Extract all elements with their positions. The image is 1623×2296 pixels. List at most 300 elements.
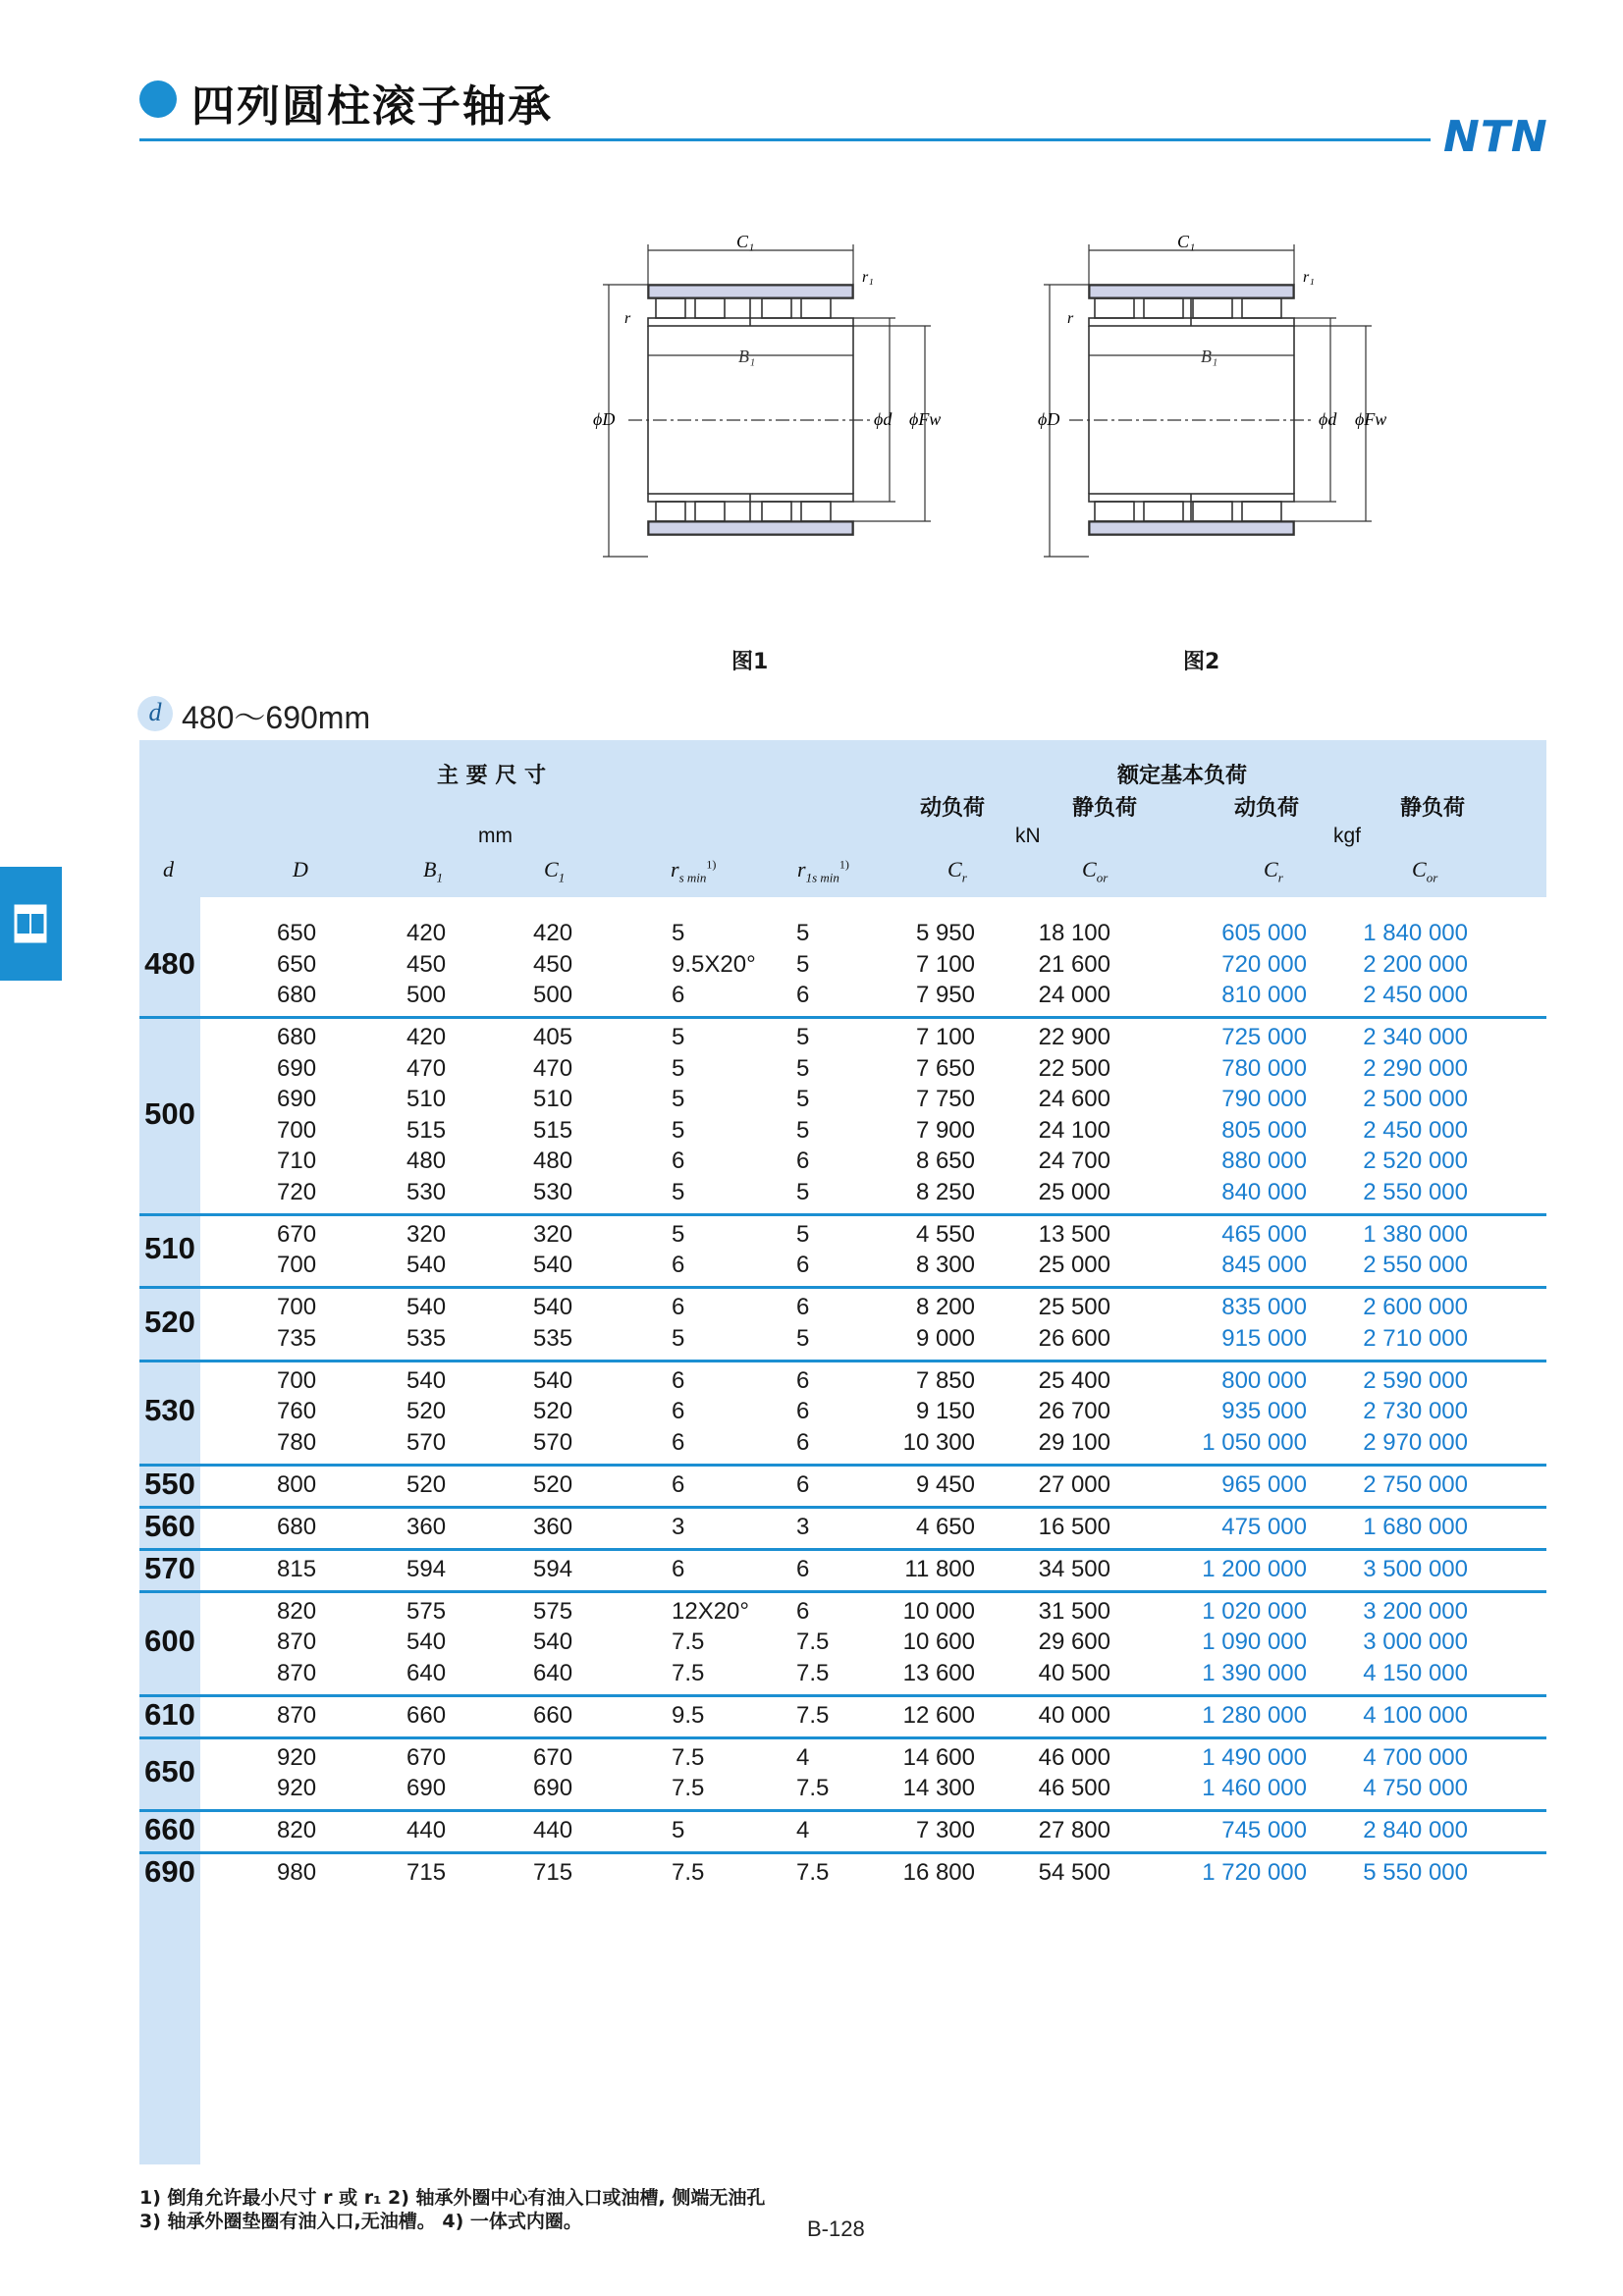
table-cell: 540: [406, 1252, 447, 1278]
table-cell: 845 000: [1221, 1252, 1307, 1278]
table-cell: 1 720 000: [1202, 1859, 1307, 1886]
table-cell: 520: [406, 1470, 447, 1498]
table-cell: 360: [533, 1513, 573, 1540]
col-rs-min: $r_{s min}^{1)}$: [671, 857, 717, 885]
table-cell: 5: [796, 1024, 810, 1050]
table-cell: 575: [533, 1597, 573, 1625]
table-cell: 720 000: [1221, 950, 1307, 978]
table-cell: 8 300: [915, 1252, 975, 1278]
table-cell: 1 390 000: [1202, 1659, 1307, 1686]
table-cell: 1 380 000: [1363, 1220, 1468, 1248]
header-static-kgf: 静负荷: [1400, 796, 1466, 821]
table-cell: 915 000: [1221, 1324, 1307, 1352]
unit-kgf: kgf: [1333, 825, 1362, 847]
col-D: D: [293, 857, 308, 881]
table-cell: 25 000: [1038, 1178, 1110, 1205]
table-cell: 6: [672, 1555, 685, 1582]
bore-diameter-label: 660: [144, 1812, 195, 1846]
table-cell: 8 200: [915, 1294, 975, 1320]
table-cell: 31 500: [1038, 1597, 1110, 1625]
table-cell: 5: [796, 1054, 810, 1082]
table-cell: 54 500: [1038, 1859, 1110, 1886]
table-cell: 670: [533, 1743, 573, 1771]
table-cell: 835 000: [1221, 1294, 1307, 1320]
table-cell: 680: [277, 1024, 317, 1050]
table-cell: 24 600: [1038, 1086, 1110, 1112]
table-cell: 7.5: [672, 1659, 705, 1686]
table-cell: 10 300: [902, 1428, 975, 1456]
bore-diameter-label: 530: [144, 1393, 195, 1427]
bearing-section-icon: [0, 867, 62, 981]
table-cell: 8 650: [915, 1148, 975, 1174]
table-cell: 4 750 000: [1363, 1775, 1468, 1801]
table-cell: 500: [533, 982, 573, 1008]
table-cell: 720: [277, 1178, 317, 1205]
table-cell: 870: [277, 1659, 317, 1686]
title-bullet: [139, 80, 177, 118]
table-cell: 5: [796, 1220, 810, 1248]
table-cell: 12 600: [902, 1701, 975, 1729]
table-cell: 25 500: [1038, 1294, 1110, 1320]
ntn-logo: NTN: [1443, 112, 1548, 162]
figure-1-diagram: [589, 231, 962, 569]
table-cell: 2 600 000: [1363, 1294, 1468, 1320]
table-cell: 3 500 000: [1363, 1555, 1468, 1582]
table-cell: 520: [533, 1398, 573, 1424]
table-cell: 760: [277, 1398, 317, 1424]
table-cell: 29 600: [1038, 1629, 1110, 1655]
table-cell: 2 550 000: [1363, 1252, 1468, 1278]
table-cell: 2 970 000: [1363, 1428, 1468, 1456]
table-cell: 46 000: [1038, 1743, 1110, 1771]
table-cell: 24 000: [1038, 982, 1110, 1008]
table-cell: 9 150: [915, 1398, 975, 1424]
group-separator: [139, 1506, 1546, 1509]
fig2-d-outer-label: ϕD: [1038, 409, 1060, 429]
table-cell: 7.5: [796, 1859, 830, 1886]
table-cell: 540: [406, 1629, 447, 1655]
table-cell: 800 000: [1221, 1366, 1307, 1394]
table-cell: 980: [277, 1859, 317, 1886]
table-cell: 470: [533, 1054, 573, 1082]
group-separator: [139, 1286, 1546, 1289]
table-cell: 800: [277, 1470, 317, 1498]
table-cell: 9 450: [915, 1470, 975, 1498]
table-cell: 520: [533, 1470, 573, 1498]
table-cell: 25 400: [1038, 1366, 1110, 1394]
fig2-b1-label: B₁: [1201, 347, 1218, 366]
table-cell: 4 650: [915, 1513, 975, 1540]
table-cell: 6: [796, 1252, 810, 1278]
col-cr-kn: $C_r$: [947, 857, 967, 885]
table-cell: 6: [672, 982, 685, 1008]
table-cell: 5: [796, 920, 810, 946]
table-cell: 515: [406, 1116, 447, 1144]
bore-diameter-label: 520: [144, 1304, 195, 1339]
table-cell: 2 840 000: [1363, 1817, 1468, 1843]
table-cell: 10 000: [902, 1597, 975, 1625]
table-cell: 2 520 000: [1363, 1148, 1468, 1174]
table-cell: 5: [672, 1178, 685, 1205]
table-cell: 660: [406, 1701, 447, 1729]
table-cell: 1 490 000: [1202, 1743, 1307, 1771]
table-cell: 7.5: [796, 1701, 830, 1729]
bore-diameter-label: 690: [144, 1854, 195, 1889]
fig2-r1-label: r₁: [1303, 269, 1315, 286]
table-cell: 700: [277, 1252, 317, 1278]
table-cell: 670: [406, 1743, 447, 1771]
table-cell: 6: [796, 1148, 810, 1174]
table-cell: 480: [406, 1148, 447, 1174]
bore-diameter-label: 650: [144, 1754, 195, 1789]
table-cell: 540: [533, 1366, 573, 1394]
footnote-line-2: 3) 轴承外圈垫圈有油入口,无油槽。 4) 一体式内圈。: [139, 2211, 582, 2232]
table-cell: 5 550 000: [1363, 1859, 1468, 1886]
table-cell: 540: [533, 1294, 573, 1320]
table-cell: 1 460 000: [1202, 1775, 1307, 1801]
table-cell: 14 300: [902, 1775, 975, 1801]
table-cell: 805 000: [1221, 1116, 1307, 1144]
table-cell: 6: [796, 1597, 810, 1625]
table-cell: 450: [533, 950, 573, 978]
table-cell: 745 000: [1221, 1817, 1307, 1843]
table-cell: 2 550 000: [1363, 1178, 1468, 1205]
header-load-ratings: 额定基本负荷: [1117, 764, 1248, 788]
table-cell: 870: [277, 1629, 317, 1655]
table-cell: 9.5: [672, 1701, 705, 1729]
table-cell: 480: [533, 1148, 573, 1174]
table-cell: 26 700: [1038, 1398, 1110, 1424]
table-cell: 880 000: [1221, 1148, 1307, 1174]
group-separator: [139, 1809, 1546, 1812]
table-cell: 18 100: [1038, 920, 1110, 946]
table-cell: 24 700: [1038, 1148, 1110, 1174]
figure-2-caption: 图2: [1183, 650, 1220, 674]
table-cell: 7 650: [915, 1054, 975, 1082]
table-cell: 7.5: [672, 1859, 705, 1886]
table-cell: 40 500: [1038, 1659, 1110, 1686]
table-cell: 650: [277, 920, 317, 946]
table-cell: 515: [533, 1116, 573, 1144]
table-cell: 420: [533, 920, 573, 946]
table-cell: 5 950: [915, 920, 975, 946]
table-cell: 5: [796, 1086, 810, 1112]
col-r1s-min: $r_{1s min}^{1)}$: [797, 857, 849, 885]
fig2-r-label: r: [1067, 310, 1074, 327]
table-cell: 5: [796, 950, 810, 978]
table-cell: 920: [277, 1743, 317, 1771]
header-dynamic-kgf: 动负荷: [1234, 796, 1300, 821]
table-cell: 5: [672, 1817, 685, 1843]
table-cell: 1 020 000: [1202, 1597, 1307, 1625]
bore-range: 480～690mm: [182, 700, 371, 735]
table-cell: 535: [406, 1324, 447, 1352]
table-cell: 2 450 000: [1363, 982, 1468, 1008]
table-cell: 2 710 000: [1363, 1324, 1468, 1352]
fig1-fw-label: ϕFw: [909, 409, 942, 429]
table-cell: 680: [277, 982, 317, 1008]
table-cell: 5: [796, 1116, 810, 1144]
table-cell: 6: [672, 1294, 685, 1320]
table-cell: 660: [533, 1701, 573, 1729]
table-cell: 5: [796, 1324, 810, 1352]
table-cell: 7 850: [915, 1366, 975, 1394]
col-B1: $B_1$: [423, 857, 443, 885]
table-cell: 29 100: [1038, 1428, 1110, 1456]
table-cell: 1 090 000: [1202, 1629, 1307, 1655]
table-cell: 6: [672, 1470, 685, 1498]
table-cell: 1 840 000: [1363, 920, 1468, 946]
table-cell: 34 500: [1038, 1555, 1110, 1582]
table-cell: 7.5: [672, 1775, 705, 1801]
table-cell: 6: [796, 1555, 810, 1582]
table-cell: 21 600: [1038, 950, 1110, 978]
table-cell: 2 590 000: [1363, 1366, 1468, 1394]
table-cell: 470: [406, 1054, 447, 1082]
fig1-r-label: r: [624, 310, 631, 327]
table-cell: 7.5: [796, 1775, 830, 1801]
table-cell: 8 250: [915, 1178, 975, 1205]
table-cell: 2 500 000: [1363, 1086, 1468, 1112]
table-cell: 700: [277, 1294, 317, 1320]
table-cell: 540: [533, 1252, 573, 1278]
table-cell: 640: [533, 1659, 573, 1686]
figure-1-caption: 图1: [731, 650, 769, 674]
table-cell: 420: [406, 920, 447, 946]
table-cell: 1 050 000: [1202, 1428, 1307, 1456]
table-cell: 2 340 000: [1363, 1024, 1468, 1050]
table-cell: 605 000: [1221, 920, 1307, 946]
header-rule: [139, 138, 1431, 141]
header-static-kn: 静负荷: [1072, 796, 1138, 821]
group-separator: [139, 1016, 1546, 1019]
table-cell: 7.5: [796, 1659, 830, 1686]
table-cell: 14 600: [902, 1743, 975, 1771]
table-cell: 2 730 000: [1363, 1398, 1468, 1424]
table-cell: 7 100: [915, 950, 975, 978]
fig1-b1-label: B₁: [738, 347, 756, 366]
fig1-c1-label: C₁: [736, 232, 755, 251]
table-cell: 870: [277, 1701, 317, 1729]
table-cell: 780 000: [1221, 1054, 1307, 1082]
table-cell: 1 280 000: [1202, 1701, 1307, 1729]
group-separator: [139, 1548, 1546, 1551]
table-cell: 6: [796, 982, 810, 1008]
table-cell: 790 000: [1221, 1086, 1307, 1112]
table-cell: 965 000: [1221, 1470, 1307, 1498]
section-tab: [0, 867, 62, 981]
table-cell: 640: [406, 1659, 447, 1686]
fig2-fw-label: ϕFw: [1355, 409, 1387, 429]
table-cell: 26 600: [1038, 1324, 1110, 1352]
header-dynamic-kn: 动负荷: [920, 796, 986, 821]
fig1-d-outer-label: ϕD: [593, 409, 616, 429]
table-cell: 735: [277, 1324, 317, 1352]
table-cell: 2 750 000: [1363, 1470, 1468, 1498]
table-cell: 520: [406, 1398, 447, 1424]
table-cell: 5: [672, 1024, 685, 1050]
bore-diameter-label: 510: [144, 1231, 195, 1266]
table-cell: 510: [406, 1086, 447, 1112]
table-cell: 510: [533, 1086, 573, 1112]
bore-diameter-label: 570: [144, 1550, 195, 1585]
table-cell: 1 680 000: [1363, 1513, 1468, 1540]
table-cell: 7.5: [796, 1629, 830, 1655]
unit-mm: mm: [478, 825, 513, 847]
table-cell: 6: [672, 1398, 685, 1424]
table-cell: 450: [406, 950, 447, 978]
table-cell: 820: [277, 1817, 317, 1843]
table-cell: 6: [796, 1294, 810, 1320]
group-separator: [139, 1213, 1546, 1216]
table-cell: 6: [796, 1398, 810, 1424]
unit-kn: kN: [1015, 825, 1041, 847]
table-cell: 6: [796, 1470, 810, 1498]
table-cell: 420: [406, 1024, 447, 1050]
table-cell: 7 950: [915, 982, 975, 1008]
page-number: B-128: [807, 2216, 865, 2241]
table-cell: 405: [533, 1024, 573, 1050]
table-cell: 7 300: [915, 1817, 975, 1843]
table-cell: 780: [277, 1428, 317, 1456]
table-cell: 2 290 000: [1363, 1054, 1468, 1082]
table-cell: 710: [277, 1148, 317, 1174]
table-cell: 16 500: [1038, 1513, 1110, 1540]
table-cell: 540: [406, 1366, 447, 1394]
table-cell: 27 000: [1038, 1470, 1110, 1498]
fig1-r1-label: r₁: [862, 269, 874, 286]
table-cell: 5: [672, 920, 685, 946]
table-cell: 815: [277, 1555, 317, 1582]
table-cell: 13 600: [902, 1659, 975, 1686]
fig2-d-bore-label: ϕd: [1319, 409, 1337, 429]
table-cell: 3 000 000: [1363, 1629, 1468, 1655]
table-cell: 5: [672, 1324, 685, 1352]
table-cell: 690: [533, 1775, 573, 1801]
bore-diameter-label: 610: [144, 1696, 195, 1732]
col-d: d: [163, 857, 174, 881]
col-cor-kn: $C_{or}$: [1082, 857, 1109, 885]
table-cell: 22 500: [1038, 1054, 1110, 1082]
table-cell: 690: [406, 1775, 447, 1801]
table-cell: 7 900: [915, 1116, 975, 1144]
figure-2-diagram: [1038, 231, 1411, 569]
col-C1: $C_1$: [544, 857, 566, 885]
table-cell: 25 000: [1038, 1252, 1110, 1278]
table-cell: 4 550: [915, 1220, 975, 1248]
table-cell: 5: [672, 1220, 685, 1248]
table-cell: 715: [533, 1859, 573, 1886]
table-cell: 11 800: [904, 1555, 975, 1582]
bore-diameter-label: 560: [144, 1508, 195, 1543]
table-cell: 680: [277, 1513, 317, 1540]
table-cell: 4: [796, 1817, 810, 1843]
table-cell: 27 800: [1038, 1817, 1110, 1843]
table-cell: 46 500: [1038, 1775, 1110, 1801]
group-separator: [139, 1851, 1546, 1854]
table-cell: 570: [533, 1428, 573, 1456]
table-cell: 575: [406, 1597, 447, 1625]
table-cell: 465 000: [1221, 1220, 1307, 1248]
table-cell: 700: [277, 1116, 317, 1144]
table-cell: 840 000: [1221, 1178, 1307, 1205]
table-cell: 24 100: [1038, 1116, 1110, 1144]
group-separator: [139, 1590, 1546, 1593]
table-cell: 360: [406, 1513, 447, 1540]
table-cell: 810 000: [1221, 982, 1307, 1008]
bore-diameter-label: 500: [144, 1095, 195, 1131]
table-cell: 10 600: [902, 1629, 975, 1655]
fig1-d-bore-label: ϕd: [874, 409, 893, 429]
table-cell: 13 500: [1038, 1220, 1110, 1248]
table-cell: 700: [277, 1366, 317, 1394]
table-cell: 7 750: [915, 1086, 975, 1112]
table-cell: 22 900: [1038, 1024, 1110, 1050]
table-cell: 5: [672, 1054, 685, 1082]
table-cell: 2 450 000: [1363, 1116, 1468, 1144]
table-cell: 4 150 000: [1363, 1659, 1468, 1686]
table-cell: 594: [533, 1555, 573, 1582]
table-cell: 7 100: [915, 1024, 975, 1050]
table-cell: 594: [406, 1555, 447, 1582]
table-cell: 530: [533, 1178, 573, 1205]
page-title: 四列圆柱滚子轴承: [191, 81, 553, 132]
table-cell: 5: [672, 1116, 685, 1144]
table-cell: 3 200 000: [1363, 1597, 1468, 1625]
table-cell: 6: [672, 1252, 685, 1278]
table-cell: 690: [277, 1054, 317, 1082]
header-main-dims: 主 要 尺 寸: [437, 764, 546, 788]
table-cell: 320: [406, 1220, 447, 1248]
table-cell: 9.5X20°: [672, 950, 756, 978]
table-cell: 320: [533, 1220, 573, 1248]
table-cell: 5: [796, 1178, 810, 1205]
table-cell: 440: [406, 1817, 447, 1843]
table-cell: 7.5: [672, 1743, 705, 1771]
table-cell: 12X20°: [672, 1597, 749, 1625]
table-cell: 530: [406, 1178, 447, 1205]
table-cell: 40 000: [1038, 1701, 1110, 1729]
bore-diameter-label: 600: [144, 1624, 195, 1658]
table-cell: 4: [796, 1743, 810, 1771]
table-cell: 5: [672, 1086, 685, 1112]
table-cell: 500: [406, 982, 447, 1008]
group-separator: [139, 1736, 1546, 1739]
table-cell: 6: [796, 1428, 810, 1456]
table-cell: 540: [533, 1629, 573, 1655]
table-cell: 715: [406, 1859, 447, 1886]
table-cell: 4 100 000: [1363, 1701, 1468, 1729]
table-cell: 540: [406, 1294, 447, 1320]
table-cell: 6: [672, 1366, 685, 1394]
col-cor-kgf: $C_{or}$: [1412, 857, 1438, 885]
table-cell: 690: [277, 1086, 317, 1112]
table-cell: 3: [796, 1513, 810, 1540]
table-cell: 6: [672, 1428, 685, 1456]
table-cell: 570: [406, 1428, 447, 1456]
table-cell: 920: [277, 1775, 317, 1801]
table-cell: 475 000: [1221, 1513, 1307, 1540]
table-cell: 650: [277, 950, 317, 978]
bore-symbol-badge: d: [137, 696, 173, 731]
table-cell: 1 200 000: [1202, 1555, 1307, 1582]
table-cell: 7.5: [672, 1629, 705, 1655]
table-cell: 440: [533, 1817, 573, 1843]
table-cell: 9 000: [915, 1324, 975, 1352]
table-cell: 16 800: [902, 1859, 975, 1886]
table-cell: 6: [796, 1366, 810, 1394]
group-separator: [139, 1694, 1546, 1697]
